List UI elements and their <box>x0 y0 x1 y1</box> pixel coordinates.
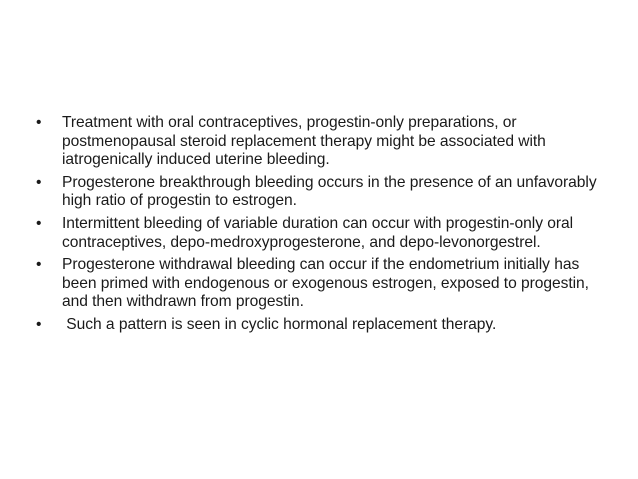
bullet-item <box>36 114 606 170</box>
bullet-dot-icon: • <box>36 256 42 274</box>
bullet-text: Such a pattern is seen in cyclic hormonal replacement therapy. <box>62 315 497 333</box>
bullet-dot-icon: • <box>36 214 42 232</box>
bullet-dot-icon: • <box>36 315 42 333</box>
bullet-text: Progesterone breakthrough bleeding occurs in the presence of an unfavorably high ratio of progestin to estrogen. <box>62 173 597 210</box>
bullet-item <box>36 174 606 211</box>
bullet-item <box>36 256 606 312</box>
bullet-text: Treatment with oral contraceptives, progestin-only preparations, or postmenopausal steroid replacement therapy might be associated with iatrogenically induced uterine bleeding. <box>62 114 546 169</box>
bullet-dot-icon: • <box>36 173 42 191</box>
bullet-list <box>36 114 606 339</box>
bullet-item <box>36 215 606 252</box>
bullet-dot-icon: • <box>36 114 42 131</box>
bullet-text: Progesterone withdrawal bleeding can occur if the endometrium initially has been primed with endogenous or exogenous estrogen, exposed to progestin, and then withdrawn from progestin. <box>62 256 589 311</box>
bullet-text: Intermittent bleeding of variable duration can occur with progestin-only oral contraceptives, depo-medroxyprogesterone, and depo-levonorgestrel. <box>62 214 574 251</box>
bullet-item <box>36 316 606 335</box>
